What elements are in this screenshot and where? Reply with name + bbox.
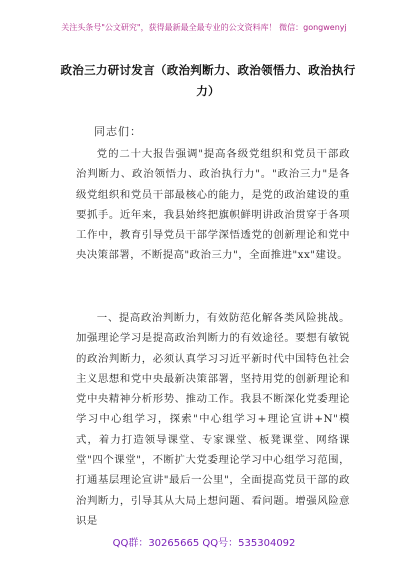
header-banner: 关注头条号"公文研究"，获得最新最全最专业的公文资料库！ 微信：gongwenyj <box>61 23 347 32</box>
greeting: 同志们： <box>94 125 142 138</box>
paragraph-section-one: 一、提高政治判断力，有效防范化解各类风险挑战。加强理论学习是提高政治判断力的有效途径。要想有敏锐的政治判断力，必须认真学习习近平新时代中国特色社会主义思想和党中央最新决策部署，坚持用党的创新理论和党中央精神分析形势、推动工作。我县不断深化党委理论学习中心组学习，探索"中心组学习+理论宣讲+N"模式，着力打造领导课堂、专家课堂、板凳课堂、网络课堂"四个课堂"，不断扩大党委理论学习中心组学习范围，打通基层理论宣讲"最后一公里"，全面提高党员干部的政治判断力，引导其从大局上想问题、看问题。增强风险意识是 <box>76 312 350 527</box>
paragraph-intro: 党的二十大报告强调"提高各级党组织和党员干部政治判断力、政治领悟力、政治执行力"。"政治三力"是各级党组织和党员干部最核心的能力，是党的政治建设的重要抓手。近年来，我县始终把旗帜鲜明讲政治贯穿于各项工作中，教育引导党员干部学深悟透党的创新理论和党中央决策部署，不断提高"政治三力"，全面推进"xx"建设。 <box>76 148 350 262</box>
document-title: 政治三力研讨发言（政治判断力、政治领悟力、政治执行力） <box>60 63 356 98</box>
footer-contact: QQ群：30265665 QQ号：535304092 <box>112 538 296 549</box>
